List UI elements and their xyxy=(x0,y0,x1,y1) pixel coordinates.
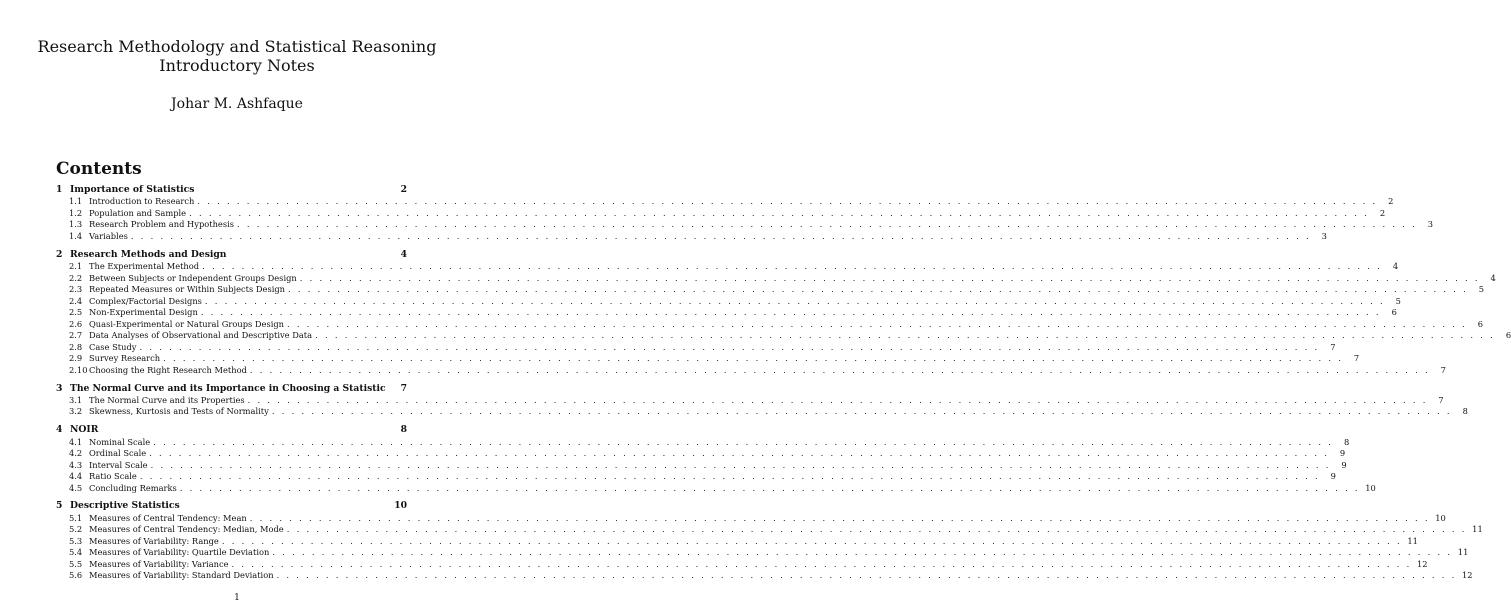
toc-subsection-title: Measures of Variability: Quartile Deviation xyxy=(89,547,270,558)
toc-section-number: 5 xyxy=(56,500,63,512)
toc-subsection[interactable] xyxy=(56,448,1346,460)
toc-section-number: 1 xyxy=(56,184,63,195)
toc-subsection-title: Measures of Central Tendency: Median, Mode xyxy=(89,524,284,535)
toc-subsection-page: 4 xyxy=(1392,260,1399,271)
toc-leader-dots: . . . . . . . . . . . . . . . . . . . . . . . . . . . . . . . . . . . . . . . . . . . . . . . . . . . . . . . . . . . . . . . . . . . . . . . . . . . . . . . . . . . . . . . . . . . . . . . . . . . . . . . . . . . . . . . . . . . . . . . . xyxy=(287,318,1468,329)
toc-subsection-page: 2 xyxy=(1379,207,1386,218)
toc-section-number: 4 xyxy=(56,424,63,436)
toc-subsection-title: Complex/Factorial Designs xyxy=(89,295,202,306)
toc-subsection-page: 5 xyxy=(1478,284,1485,295)
toc-subsection-title: The Normal Curve and its Properties xyxy=(89,394,245,405)
toc-subsection-page: 6 xyxy=(1505,330,1511,341)
toc-subsection-page: 10 xyxy=(1365,482,1376,493)
toc-section-title: Research Methods and Design xyxy=(70,248,227,260)
toc-subsection-page: 2 xyxy=(1388,196,1394,207)
toc-subsection[interactable] xyxy=(56,394,1444,407)
toc-leader-dots: . . . . . . . . . . . . . . . . . . . . . . . . . . . . . . . . . . . . . . . . . . . . . . . . . . . . . . . . . . . . . . . . . . . . . . . . . . . . . . . . . . . . . . . . . . . . . . . . . . . . . . . . . . . . . . . . . . . . . . . . xyxy=(139,471,1320,482)
toc-subsection[interactable] xyxy=(56,260,1399,273)
toc-subsection[interactable] xyxy=(56,230,1327,243)
toc-subsection[interactable] xyxy=(56,196,1394,208)
toc-section[interactable] xyxy=(56,184,407,196)
toc-subsection-page: 5 xyxy=(1395,295,1401,306)
toc-subsection-number: 3.1 xyxy=(69,394,83,405)
toc-subsection[interactable] xyxy=(56,364,1446,377)
toc-section[interactable] xyxy=(56,383,407,395)
toc-subsection-page: 7 xyxy=(1330,341,1336,352)
toc-leader-dots: . . . . . . . . . . . . . . . . . . . . . . . . . . . . . . . . . . . . . . . . . . . . . . . . . . . . . . . . . . . . . . . . . . . . . . . . . . . . . . . . . . . . . . . . . . . . . . . . . . . . . . . . . . . . . . . . . . . . . . . . xyxy=(189,207,1370,218)
toc-subsection-number: 2.9 xyxy=(69,353,83,364)
toc-subsection-title: Quasi-Experimental or Natural Groups Design xyxy=(89,318,285,329)
toc-subsection-page: 7 xyxy=(1440,364,1446,375)
toc-subsection-page: 4 xyxy=(1490,272,1496,283)
toc-leader-dots: . . . . . . . . . . . . . . . . . . . . . . . . . . . . . . . . . . . . . . . . . . . . . . . . . . . . . . . . . . . . . . . . . . . . . . . . . . . . . . . . . . . . . . . . . . . . . . . . . . . . . . . . . . . . . . . . . . . . . . . . xyxy=(200,307,1381,318)
toc-subsection-page: 3 xyxy=(1427,219,1434,230)
page-number: 1 xyxy=(234,593,240,603)
toc-subsection-number: 5.2 xyxy=(69,524,83,535)
toc-subsection-title: Research Problem and Hypothesis xyxy=(89,219,235,230)
toc-subsection-number: 2.2 xyxy=(69,272,83,283)
toc-section[interactable] xyxy=(56,500,407,512)
toc-subsection-number: 2.7 xyxy=(69,330,83,341)
toc-subsection-number: 2.6 xyxy=(69,318,83,329)
toc-leader-dots: . . . . . . . . . . . . . . . . . . . . . . . . . . . . . . . . . . . . . . . . . . . . . . . . . . . . . . . . . . . . . . . . . . . . . . . . . . . . . . . . . . . . . . . . . . . . . . . . . . . . . . . . . . . . . . . . . . . . . . . . xyxy=(249,512,1430,523)
toc-section-title: Descriptive Statistics xyxy=(70,500,180,512)
toc-subsection-number: 2.10 xyxy=(69,364,88,375)
toc-subsection-number: 5.6 xyxy=(69,570,83,581)
toc-subsection-title: Nominal Scale xyxy=(89,436,151,447)
toc-section-page: 10 xyxy=(394,500,407,512)
toc-section-number: 2 xyxy=(56,248,63,260)
toc-leader-dots: . . . . . . . . . . . . . . . . . . . . . . . . . . . . . . . . . . . . . . . . . . . . . . . . . . . . . . . . . . . . . . . . . . . . . . . . . . . . . . . . . . . . . . . . . . . . . . . . . . . . . . . . . . . . . . . . . . . . . . . . xyxy=(286,524,1467,535)
toc-subsection-title: Interval Scale xyxy=(89,459,148,470)
toc-section-title: Importance of Statistics xyxy=(70,184,195,195)
toc-subsection[interactable] xyxy=(56,341,1336,354)
toc-subsection[interactable] xyxy=(56,353,1360,365)
toc-subsection-page: 11 xyxy=(1472,524,1483,535)
toc-leader-dots: . . . . . . . . . . . . . . . . . . . . . . . . . . . . . . . . . . . . . . . . . . . . . . . . . . . . . . . . . . . . . . . . . . . . . . . . . . . . . . . . . . . . . . . . . . . . . . . . . . . . . . . . . . . . . . . . . . . . . . . . xyxy=(221,535,1402,546)
toc-subsection-number: 2.4 xyxy=(69,295,83,306)
toc-subsection[interactable] xyxy=(56,406,1468,418)
toc-subsection-title: Measures of Central Tendency: Mean xyxy=(89,512,247,523)
document-title-line-2: Introductory Notes xyxy=(159,56,315,75)
toc-subsection-title: Choosing the Right Research Method xyxy=(89,364,247,375)
toc-subsection[interactable] xyxy=(56,295,1401,308)
toc-subsection-title: Ratio Scale xyxy=(89,471,137,482)
toc-subsection-number: 2.3 xyxy=(69,284,83,295)
toc-section[interactable] xyxy=(56,424,407,436)
toc-subsection-number: 5.4 xyxy=(69,547,83,558)
toc-leader-dots: . . . . . . . . . . . . . . . . . . . . . . . . . . . . . . . . . . . . . . . . . . . . . . . . . . . . . . . . . . . . . . . . . . . . . . . . . . . . . . . . . . . . . . . . . . . . . . . . . . . . . . . . . . . . . . . . . . . . . . . . xyxy=(249,364,1430,375)
toc-subsection[interactable] xyxy=(56,207,1386,220)
table-of-contents xyxy=(56,184,1511,582)
toc-subsection[interactable] xyxy=(56,436,1350,449)
toc-subsection-page: 8 xyxy=(1462,406,1468,417)
toc-subsection-title: Survey Research xyxy=(89,353,161,364)
toc-leader-dots: . . . . . . . . . . . . . . . . . . . . . . . . . . . . . . . . . . . . . . . . . . . . . . . . . . . . . . . . . . . . . . . . . . . . . . . . . . . . . . . . . . . . . . . . . . . . . . . . . . . . . . . . . . . . . . . . . . . . . . . . xyxy=(272,547,1453,558)
toc-subsection-number: 5.3 xyxy=(69,535,83,546)
toc-subsection-title: Ordinal Scale xyxy=(89,448,147,459)
toc-subsection[interactable] xyxy=(56,284,1485,296)
toc-subsection[interactable] xyxy=(56,570,1473,582)
toc-subsection-title: Data Analyses of Observational and Descriptive Data xyxy=(89,330,313,341)
author-name: Johar M. Ashfaque xyxy=(171,96,303,112)
toc-leader-dots: . . . . . . . . . . . . . . . . . . . . . . . . . . . . . . . . . . . . . . . . . . . . . . . . . . . . . . . . . . . . . . . . . . . . . . . . . . . . . . . . . . . . . . . . . . . . . . . . . . . . . . . . . . . . . . . . . . . . . . . . xyxy=(163,353,1344,364)
toc-subsection-title: Population and Sample xyxy=(89,207,187,218)
toc-subsection-page: 10 xyxy=(1435,512,1446,523)
toc-section-page: 2 xyxy=(400,184,407,195)
toc-subsection-page: 3 xyxy=(1321,230,1327,241)
toc-subsection-page: 12 xyxy=(1417,558,1428,569)
toc-section-number: 3 xyxy=(56,382,63,394)
toc-subsection-title: The Experimental Method xyxy=(89,260,200,271)
toc-leader-dots: . . . . . . . . . . . . . . . . . . . . . . . . . . . . . . . . . . . . . . . . . . . . . . . . . . . . . . . . . . . . . . . . . . . . . . . . . . . . . . . . . . . . . . . . . . . . . . . . . . . . . . . . . . . . . . . . . . . . . . . . xyxy=(237,219,1418,230)
toc-subsection[interactable] xyxy=(56,330,1511,342)
toc-section-title: NOIR xyxy=(70,424,99,436)
toc-subsection[interactable] xyxy=(56,547,1469,559)
toc-leader-dots: . . . . . . . . . . . . . . . . . . . . . . . . . . . . . . . . . . . . . . . . . . . . . . . . . . . . . . . . . . . . . . . . . . . . . . . . . . . . . . . . . . . . . . . . . . . . . . . . . . . . . . . . . . . . . . . . . . . . . . . . xyxy=(202,260,1383,271)
toc-subsection-title: Skewness, Kurtosis and Tests of Normality xyxy=(89,406,269,417)
toc-subsection-number: 2.8 xyxy=(69,341,83,352)
toc-subsection-number: 4.4 xyxy=(69,471,83,482)
toc-subsection[interactable] xyxy=(56,482,1376,495)
toc-subsection[interactable] xyxy=(56,318,1484,331)
toc-subsection-page: 9 xyxy=(1330,471,1336,482)
contents-heading: Contents xyxy=(56,159,142,179)
toc-section-title: The Normal Curve and its Importance in Choosing a Statistic xyxy=(70,382,386,394)
toc-subsection-page: 12 xyxy=(1462,570,1473,581)
toc-subsection[interactable] xyxy=(56,272,1496,285)
toc-subsection-number: 4.1 xyxy=(69,436,83,447)
toc-subsection-number: 4.5 xyxy=(69,482,83,493)
toc-leader-dots: . . . . . . . . . . . . . . . . . . . . . . . . . . . . . . . . . . . . . . . . . . . . . . . . . . . . . . . . . . . . . . . . . . . . . . . . . . . . . . . . . . . . . . . . . . . . . . . . . . . . . . . . . . . . . . . . . . . . . . . . xyxy=(276,570,1457,581)
toc-subsection-page: 8 xyxy=(1343,436,1350,447)
toc-subsection-title: Concluding Remarks xyxy=(89,482,177,493)
toc-subsection-page: 9 xyxy=(1339,448,1346,459)
toc-subsection-title: Between Subjects or Independent Groups Design xyxy=(89,272,297,283)
toc-subsection-number: 4.2 xyxy=(69,448,83,459)
toc-section-page: 7 xyxy=(400,382,407,394)
toc-subsection-page: 6 xyxy=(1477,318,1484,329)
toc-subsection[interactable] xyxy=(56,524,1483,536)
toc-leader-dots: . . . . . . . . . . . . . . . . . . . . . . . . . . . . . . . . . . . . . . . . . . . . . . . . . . . . . . . . . . . . . . . . . . . . . . . . . . . . . . . . . . . . . . . . . . . . . . . . . . . . . . . . . . . . . . . . . . . . . . . . xyxy=(149,448,1330,459)
toc-subsection-number: 4.3 xyxy=(69,459,83,470)
toc-leader-dots: . . . . . . . . . . . . . . . . . . . . . . . . . . . . . . . . . . . . . . . . . . . . . . . . . . . . . . . . . . . . . . . . . . . . . . . . . . . . . . . . . . . . . . . . . . . . . . . . . . . . . . . . . . . . . . . . . . . . . . . . xyxy=(247,394,1428,405)
toc-leader-dots: . . . . . . . . . . . . . . . . . . . . . . . . . . . . . . . . . . . . . . . . . . . . . . . . . . . . . . . . . . . . . . . . . . . . . . . . . . . . . . . . . . . . . . . . . . . . . . . . . . . . . . . . . . . . . . . . . . . . . . . . xyxy=(271,406,1452,417)
toc-subsection[interactable] xyxy=(56,471,1336,483)
toc-subsection-page: 9 xyxy=(1341,459,1347,470)
toc-leader-dots: . . . . . . . . . . . . . . . . . . . . . . . . . . . . . . . . . . . . . . . . . . . . . . . . . . . . . . . . . . . . . . . . . . . . . . . . . . . . . . . . . . . . . . . . . . . . . . . . . . . . . . . . . . . . . . . . . . . . . . . . xyxy=(231,558,1412,569)
toc-leader-dots: . . . . . . . . . . . . . . . . . . . . . . . . . . . . . . . . . . . . . . . . . . . . . . . . . . . . . . . . . . . . . . . . . . . . . . . . . . . . . . . . . . . . . . . . . . . . . . . . . . . . . . . . . . . . . . . . . . . . . . . . xyxy=(299,272,1480,283)
toc-subsection-number: 2.5 xyxy=(69,307,83,318)
toc-subsection-number: 2.1 xyxy=(69,260,83,271)
toc-subsection-title: Measures of Variability: Standard Deviation xyxy=(89,570,274,581)
toc-leader-dots: . . . . . . . . . . . . . . . . . . . . . . . . . . . . . . . . . . . . . . . . . . . . . . . . . . . . . . . . . . . . . . . . . . . . . . . . . . . . . . . . . . . . . . . . . . . . . . . . . . . . . . . . . . . . . . . . . . . . . . . . xyxy=(197,196,1378,207)
toc-subsection[interactable] xyxy=(56,307,1397,319)
toc-subsection-title: Measures of Variability: Range xyxy=(89,535,219,546)
toc-subsection-page: 7 xyxy=(1438,394,1444,405)
toc-leader-dots: . . . . . . . . . . . . . . . . . . . . . . . . . . . . . . . . . . . . . . . . . . . . . . . . . . . . . . . . . . . . . . . . . . . . . . . . . . . . . . . . . . . . . . . . . . . . . . . . . . . . . . . . . . . . . . . . . . . . . . . . xyxy=(204,295,1385,306)
toc-leader-dots: . . . . . . . . . . . . . . . . . . . . . . . . . . . . . . . . . . . . . . . . . . . . . . . . . . . . . . . . . . . . . . . . . . . . . . . . . . . . . . . . . . . . . . . . . . . . . . . . . . . . . . . . . . . . . . . . . . . . . . . . xyxy=(130,230,1311,241)
toc-section[interactable] xyxy=(56,249,407,261)
toc-subsection-page: 11 xyxy=(1457,547,1469,558)
toc-subsection-number: 3.2 xyxy=(69,406,83,417)
toc-subsection-title: Non-Experimental Design xyxy=(89,307,198,318)
toc-subsection-title: Measures of Variability: Variance xyxy=(89,558,229,569)
toc-subsection-number: 1.4 xyxy=(69,230,83,241)
toc-subsection[interactable] xyxy=(56,535,1418,548)
toc-leader-dots: . . . . . . . . . . . . . . . . . . . . . . . . . . . . . . . . . . . . . . . . . . . . . . . . . . . . . . . . . . . . . . . . . . . . . . . . . . . . . . . . . . . . . . . . . . . . . . . . . . . . . . . . . . . . . . . . . . . . . . . . xyxy=(150,459,1331,470)
toc-subsection-number: 5.1 xyxy=(69,512,83,523)
toc-subsection-title: Repeated Measures or Within Subjects Design xyxy=(89,284,286,295)
toc-subsection-title: Introduction to Research xyxy=(89,196,195,207)
toc-subsection-number: 1.3 xyxy=(69,219,83,230)
toc-subsection-number: 5.5 xyxy=(69,558,83,569)
toc-subsection-number: 1.1 xyxy=(69,196,83,207)
toc-subsection-title: Variables xyxy=(89,230,128,241)
toc-leader-dots: . . . . . . . . . . . . . . . . . . . . . . . . . . . . . . . . . . . . . . . . . . . . . . . . . . . . . . . . . . . . . . . . . . . . . . . . . . . . . . . . . . . . . . . . . . . . . . . . . . . . . . . . . . . . . . . . . . . . . . . . xyxy=(139,341,1320,352)
toc-subsection-page: 7 xyxy=(1353,353,1360,364)
toc-section-page: 4 xyxy=(400,248,407,260)
toc-subsection[interactable] xyxy=(56,219,1434,231)
toc-leader-dots: . . . . . . . . . . . . . . . . . . . . . . . . . . . . . . . . . . . . . . . . . . . . . . . . . . . . . . . . . . . . . . . . . . . . . . . . . . . . . . . . . . . . . . . . . . . . . . . . . . . . . . . . . . . . . . . . . . . . . . . . xyxy=(288,284,1469,295)
toc-subsection-title: Case Study xyxy=(89,341,137,352)
toc-section-page: 8 xyxy=(400,424,407,436)
document-title-line-1: Research Methodology and Statistical Reasoning xyxy=(37,37,437,56)
toc-subsection[interactable] xyxy=(56,558,1428,571)
toc-subsection[interactable] xyxy=(56,459,1347,472)
toc-subsection[interactable] xyxy=(56,512,1446,525)
toc-subsection-page: 6 xyxy=(1391,307,1397,318)
toc-leader-dots: . . . . . . . . . . . . . . . . . . . . . . . . . . . . . . . . . . . . . . . . . . . . . . . . . . . . . . . . . . . . . . . . . . . . . . . . . . . . . . . . . . . . . . . . . . . . . . . . . . . . . . . . . . . . . . . . . . . . . . . . xyxy=(179,482,1360,493)
toc-leader-dots: . . . . . . . . . . . . . . . . . . . . . . . . . . . . . . . . . . . . . . . . . . . . . . . . . . . . . . . . . . . . . . . . . . . . . . . . . . . . . . . . . . . . . . . . . . . . . . . . . . . . . . . . . . . . . . . . . . . . . . . . xyxy=(153,436,1334,447)
toc-subsection-page: 11 xyxy=(1407,535,1418,546)
toc-subsection-number: 1.2 xyxy=(69,207,83,218)
toc-leader-dots: . . . . . . . . . . . . . . . . . . . . . . . . . . . . . . . . . . . . . . . . . . . . . . . . . . . . . . . . . . . . . . . . . . . . . . . . . . . . . . . . . . . . . . . . . . . . . . . . . . . . . . . . . . . . . . . . . . . . . . . . xyxy=(315,330,1496,341)
